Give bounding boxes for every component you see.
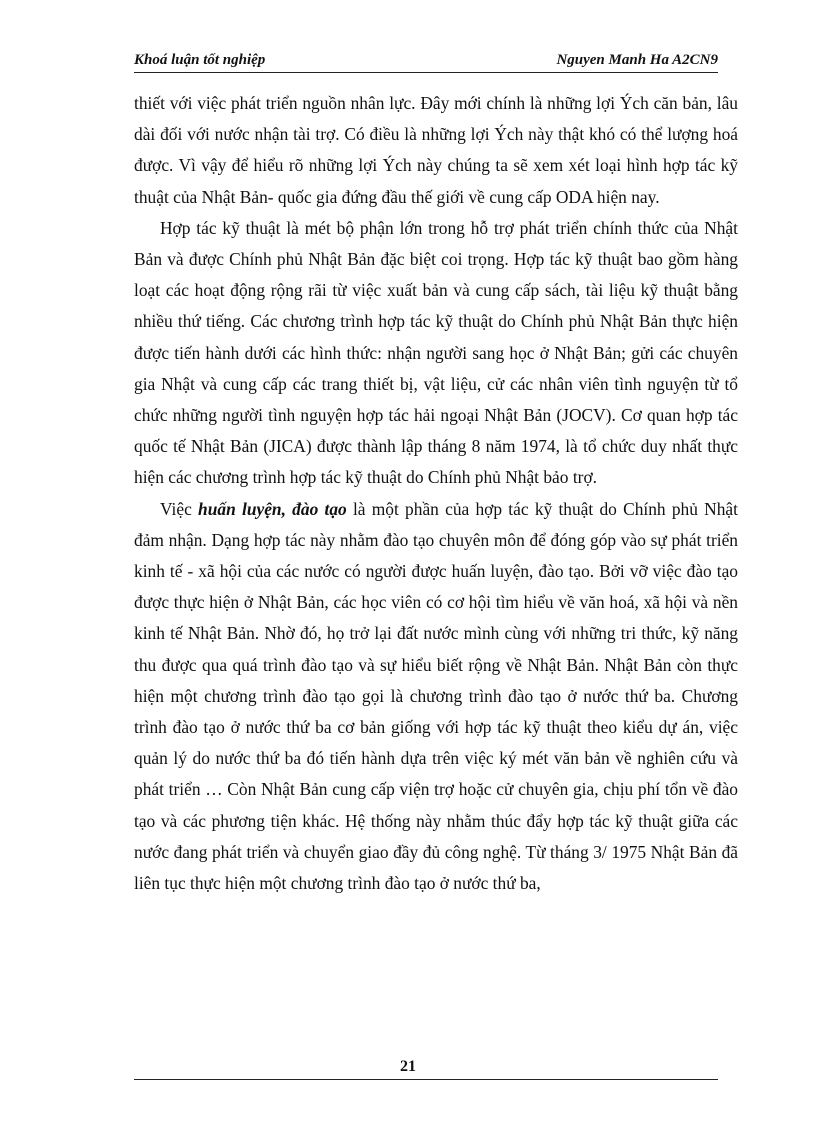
paragraph-2: Hợp tác kỹ thuật là mét bộ phận lớn trong hỗ trợ phát triển chính thức của Nhật Bản và được Chính phủ Nhật Bản đặc biệt coi trọng. Hợp tác kỹ thuật bao gồm hàng loạt các hoạt động rộng rãi từ việc xuất bản và cung cấp sách, tài liệu kỹ thuật bằng nhiều thứ tiếng. Các chương trình hợp tác kỹ thuật do Chính phủ Nhật Bản thực hiện được tiến hành dưới các hình thức: nhận người sang học ở Nhật Bản; gửi các chuyên gia Nhật và cung cấp các trang thiết bị, vật liệu, cử các nhân viên tình nguyện từ tổ chức những người tình nguyện hợp tác hải ngoại Nhật Bản (JOCV). Cơ quan hợp tác quốc tế Nhật Bản (JICA) được thành lập tháng 8 năm 1974, là tổ chức duy nhất thực hiện các chương trình hợp tác kỹ thuật do Chính phủ Nhật bảo trợ. <box>134 217 738 488</box>
paragraph-3-rest: là một phần của hợp tác kỹ thuật do Chính phủ Nhật đảm nhận. Dạng hợp tác này nhằm đào tạo chuyên môn để đóng góp vào sự phát triển kinh tế - xã hội của các nước có người được huấn luyện, đào tạo. Bởi vỡ việc đào tạo được thực hiện ở Nhật Bản, các học viên có cơ hội tìm hiểu về văn hoá, xã hội và nền kinh tế Nhật Bản. Nhờ đó, họ trở lại đất nước mình cùng với những tri thức, kỹ năng thu được qua quá trình đào tạo và sự hiểu biết rộng về Nhật Bản. Nhật Bản còn thực hiện một chương trình đào tạo gọi là chương trình đào tạo ở nước thứ ba. Chương trình đào tạo ở nước thứ ba cơ bản giống với hợp tác kỹ thuật theo kiểu dự án, việc quản lý do nước thứ ba đó tiến hành dựa trên việc ký mét văn bản về nghiên cứu và phát triển … Còn Nhật Bản cung cấp viện trợ hoặc cử chuyên gia, chịu phí tổn về đào tạo và các phương tiện khác. Hệ thống này nhằm thúc đẩy hợp tác kỹ thuật giữa các nước đang phát triển và chuyển giao đầy đủ công nghệ. Từ tháng 3/ 1975 Nhật Bản đã liên tục thực hiện một chương trình đào tạo ở nước thứ ba, <box>134 498 738 894</box>
header-thesis-label: Khoá luận tốt nghiệp <box>134 52 266 68</box>
page-number: 21 <box>400 1058 416 1075</box>
paragraph-3-start: Việc <box>160 498 199 519</box>
page-header <box>134 50 718 73</box>
body-text <box>134 88 738 899</box>
header-author-label: Nguyen Manh Ha A2CN9 <box>556 52 718 68</box>
footer-rule <box>134 1079 718 1080</box>
paragraph-1: thiết với việc phát triển nguồn nhân lực. Đây mới chính là những lợi Ých căn bản, lâu dài đối với nước nhận tài trợ. Có điều là những lợi Ých này thật khó có thể lượng hoá được. Vì vậy để hiểu rõ những lợi Ých này chúng ta sẽ xem xét loại hình hợp tác kỹ thuật của Nhật Bản- quốc gia đứng đầu thế giới về cung cấp ODA hiện nay. <box>134 93 738 207</box>
paragraph-3 <box>134 494 738 900</box>
paragraph-3-emphasis: huấn luyện, đào tạo <box>198 498 347 519</box>
